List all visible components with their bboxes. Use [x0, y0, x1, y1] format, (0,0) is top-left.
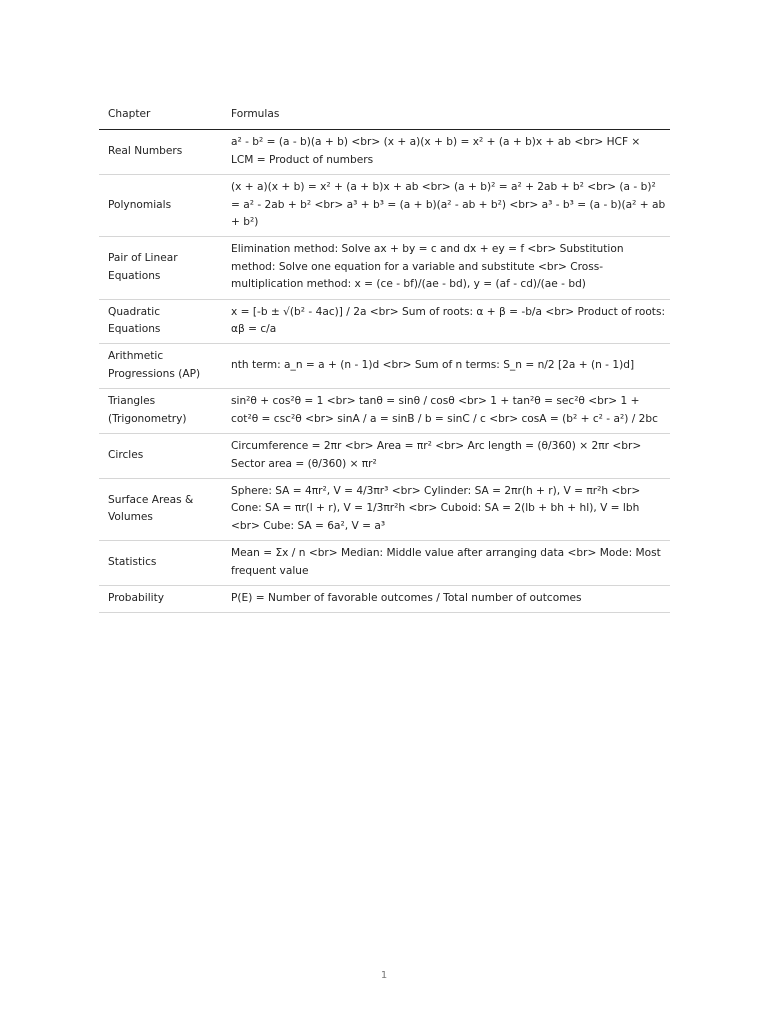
formulas-cell: nth term: a_n = a + (n - 1)d <br> Sum of n terms: S_n = n/2 [2a + (n - 1)d]: [222, 344, 670, 389]
table-row: [99, 344, 670, 389]
chapter-cell: Quadratic Equations: [99, 299, 222, 344]
table-header-row: [99, 98, 670, 130]
table-row: [99, 237, 670, 299]
table-row: [99, 541, 670, 586]
chapter-cell: Arithmetic Progressions (AP): [99, 344, 222, 389]
table-row: [99, 585, 670, 612]
formulas-cell: P(E) = Number of favorable outcomes / Total number of outcomes: [222, 585, 670, 612]
table-row: [99, 299, 670, 344]
table-row: [99, 478, 670, 540]
table-row: [99, 389, 670, 434]
formulas-cell: Mean = Σx / n <br> Median: Middle value after arranging data <br> Mode: Most frequent value: [222, 541, 670, 586]
chapter-cell: Real Numbers: [99, 130, 222, 175]
document-page: [99, 98, 670, 613]
chapter-cell: Surface Areas & Volumes: [99, 478, 222, 540]
header-chapter: Chapter: [99, 98, 222, 130]
table-row: [99, 175, 670, 237]
page-number: 1: [380, 970, 388, 981]
chapter-cell: Statistics: [99, 541, 222, 586]
formulas-cell: a² - b² = (a - b)(a + b) <br> (x + a)(x + b) = x² + (a + b)x + ab <br> HCF × LCM = Product of numbers: [222, 130, 670, 175]
chapter-cell: Probability: [99, 585, 222, 612]
formulas-cell: (x + a)(x + b) = x² + (a + b)x + ab <br> (a + b)² = a² + 2ab + b² <br> (a - b)² = a² - 2ab + b² <br> a³ + b³ = (a + b)(a² - ab + b²) <br> a³ - b³ = (a - b)(a² + ab + b²): [222, 175, 670, 237]
table-row: [99, 434, 670, 479]
chapter-cell: Triangles (Trigonometry): [99, 389, 222, 434]
formulas-cell: Sphere: SA = 4πr², V = 4/3πr³ <br> Cylinder: SA = 2πr(h + r), V = πr²h <br> Cone: SA = πr(l + r), V = 1/3πr²h <br> Cuboid: SA = 2(lb + bh + hl), V = lbh <br> Cube: SA = 6a², V = a³: [222, 478, 670, 540]
formulas-cell: Elimination method: Solve ax + by = c and dx + ey = f <br> Substitution method: Solve one equation for a variable and substitute <br> Cross-multiplication method: x = (ce - bf)/(ae - bd), y = (af - cd)/(ae - bd): [222, 237, 670, 299]
table-row: [99, 130, 670, 175]
formulas-cell: x = [-b ± √(b² - 4ac)] / 2a <br> Sum of roots: α + β = -b/a <br> Product of roots: αβ = c/a: [222, 299, 670, 344]
header-formulas: Formulas: [222, 98, 670, 130]
formulas-table: [99, 98, 670, 613]
chapter-cell: Circles: [99, 434, 222, 479]
formulas-cell: Circumference = 2πr <br> Area = πr² <br> Arc length = (θ/360) × 2πr <br> Sector area = (θ/360) × πr²: [222, 434, 670, 479]
chapter-cell: Polynomials: [99, 175, 222, 237]
formulas-cell: sin²θ + cos²θ = 1 <br> tanθ = sinθ / cosθ <br> 1 + tan²θ = sec²θ <br> 1 + cot²θ = csc²θ <br> sinA / a = sinB / b = sinC / c <br> cosA = (b² + c² - a²) / 2bc: [222, 389, 670, 434]
chapter-cell: Pair of Linear Equations: [99, 237, 222, 299]
